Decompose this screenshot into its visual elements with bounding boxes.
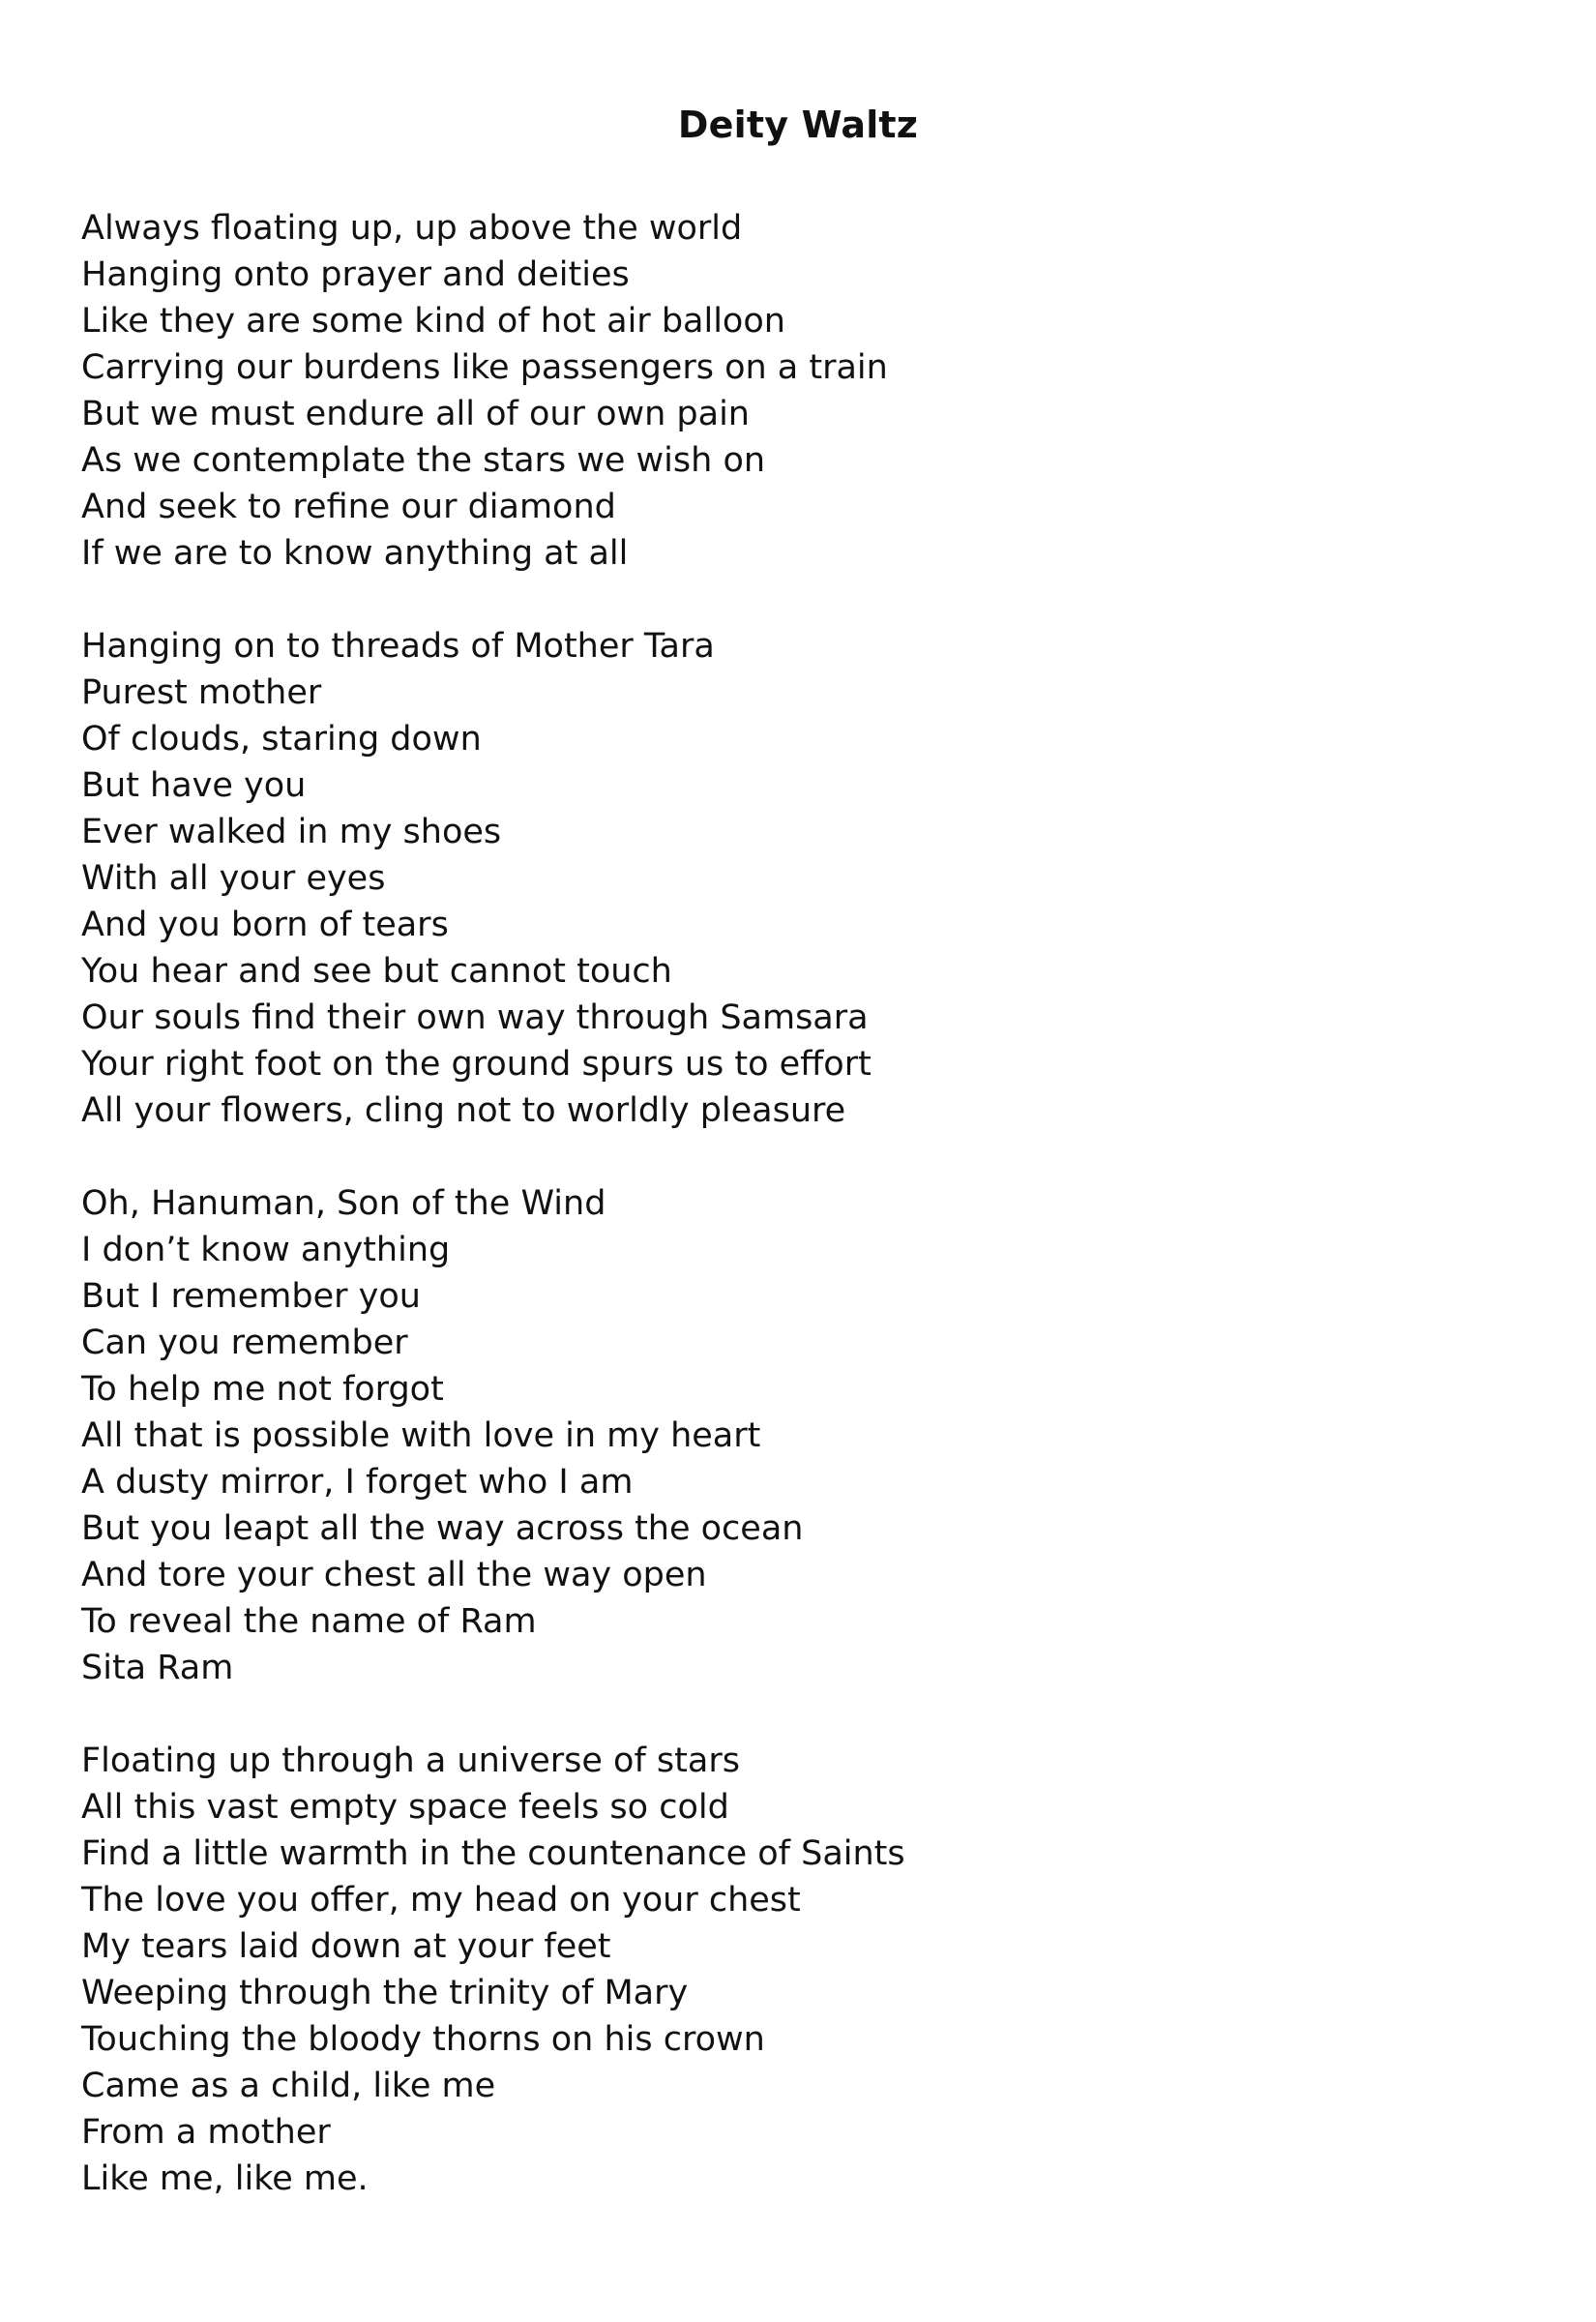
poem-line: A dusty mirror, I forget who I am (81, 1463, 634, 1502)
stanza-2 (81, 623, 1513, 1134)
poem-line: Always floating up, up above the world (81, 209, 743, 248)
poem-line: But you leapt all the way across the ocean (81, 1509, 804, 1548)
poem-line: And seek to refine our diamond (81, 488, 616, 526)
poem-line: All your flowers, cling not to worldly pleasure (81, 1091, 846, 1130)
stanza-4 (81, 1738, 1513, 2202)
poem-line: Came as a child, like me (81, 2067, 496, 2105)
poem-line: And you born of tears (81, 906, 449, 944)
poem-line: Can you remember (81, 1324, 408, 1362)
poem-line: Ever walked in my shoes (81, 813, 502, 851)
poem-line: The love you offer, my head on your chest (81, 1881, 801, 1920)
poem-line: My tears laid down at your feet (81, 1927, 611, 1966)
poem-line: Oh, Hanuman, Son of the Wind (81, 1184, 606, 1223)
poem-line: To help me not forgot (81, 1370, 444, 1409)
poem-line: Sita Ram (81, 1649, 234, 1687)
poem-line: With all your eyes (81, 859, 386, 898)
poem-body (81, 205, 1513, 2202)
poem-line: Hanging onto prayer and deities (81, 255, 630, 294)
poem-line: And tore your chest all the way open (81, 1556, 707, 1594)
poem-line: Purest mother (81, 673, 322, 712)
poem-line: From a mother (81, 2113, 331, 2152)
poem-line: As we contemplate the stars we wish on (81, 441, 766, 480)
poem-line: Of clouds, staring down (81, 720, 482, 759)
poem-line: Touching the bloody thorns on his crown (81, 2020, 765, 2059)
stanza-1 (81, 205, 1513, 577)
poem-line: Your right foot on the ground spurs us to effort (81, 1045, 872, 1084)
stanza-3 (81, 1180, 1513, 1691)
poem-line: Our souls find their own way through Samsara (81, 998, 869, 1037)
poem-line: Floating up through a universe of stars (81, 1742, 740, 1780)
poem-line: I don’t know anything (81, 1231, 451, 1269)
poem-title: Deity Waltz (677, 104, 919, 146)
poem-line: Weeping through the trinity of Mary (81, 1974, 689, 2012)
poem-line: All that is possible with love in my heart (81, 1416, 761, 1455)
poem-line: But I remember you (81, 1277, 421, 1316)
poem-line: Like they are some kind of hot air balloon (81, 302, 785, 341)
poem-line: Find a little warmth in the countenance of Saints (81, 1834, 905, 1873)
poem-line: Carrying our burdens like passengers on a train (81, 348, 888, 387)
poem-line: You hear and see but cannot touch (81, 952, 672, 991)
poem-line: All this vast empty space feels so cold (81, 1788, 729, 1827)
poem-line: Hanging on to threads of Mother Tara (81, 627, 715, 666)
poem-line: If we are to know anything at all (81, 534, 629, 573)
poem-line: But we must endure all of our own pain (81, 395, 750, 433)
poem-line: To reveal the name of Ram (81, 1602, 537, 1641)
poem-line: But have you (81, 766, 307, 805)
poem-line: Like me, like me. (81, 2159, 369, 2198)
